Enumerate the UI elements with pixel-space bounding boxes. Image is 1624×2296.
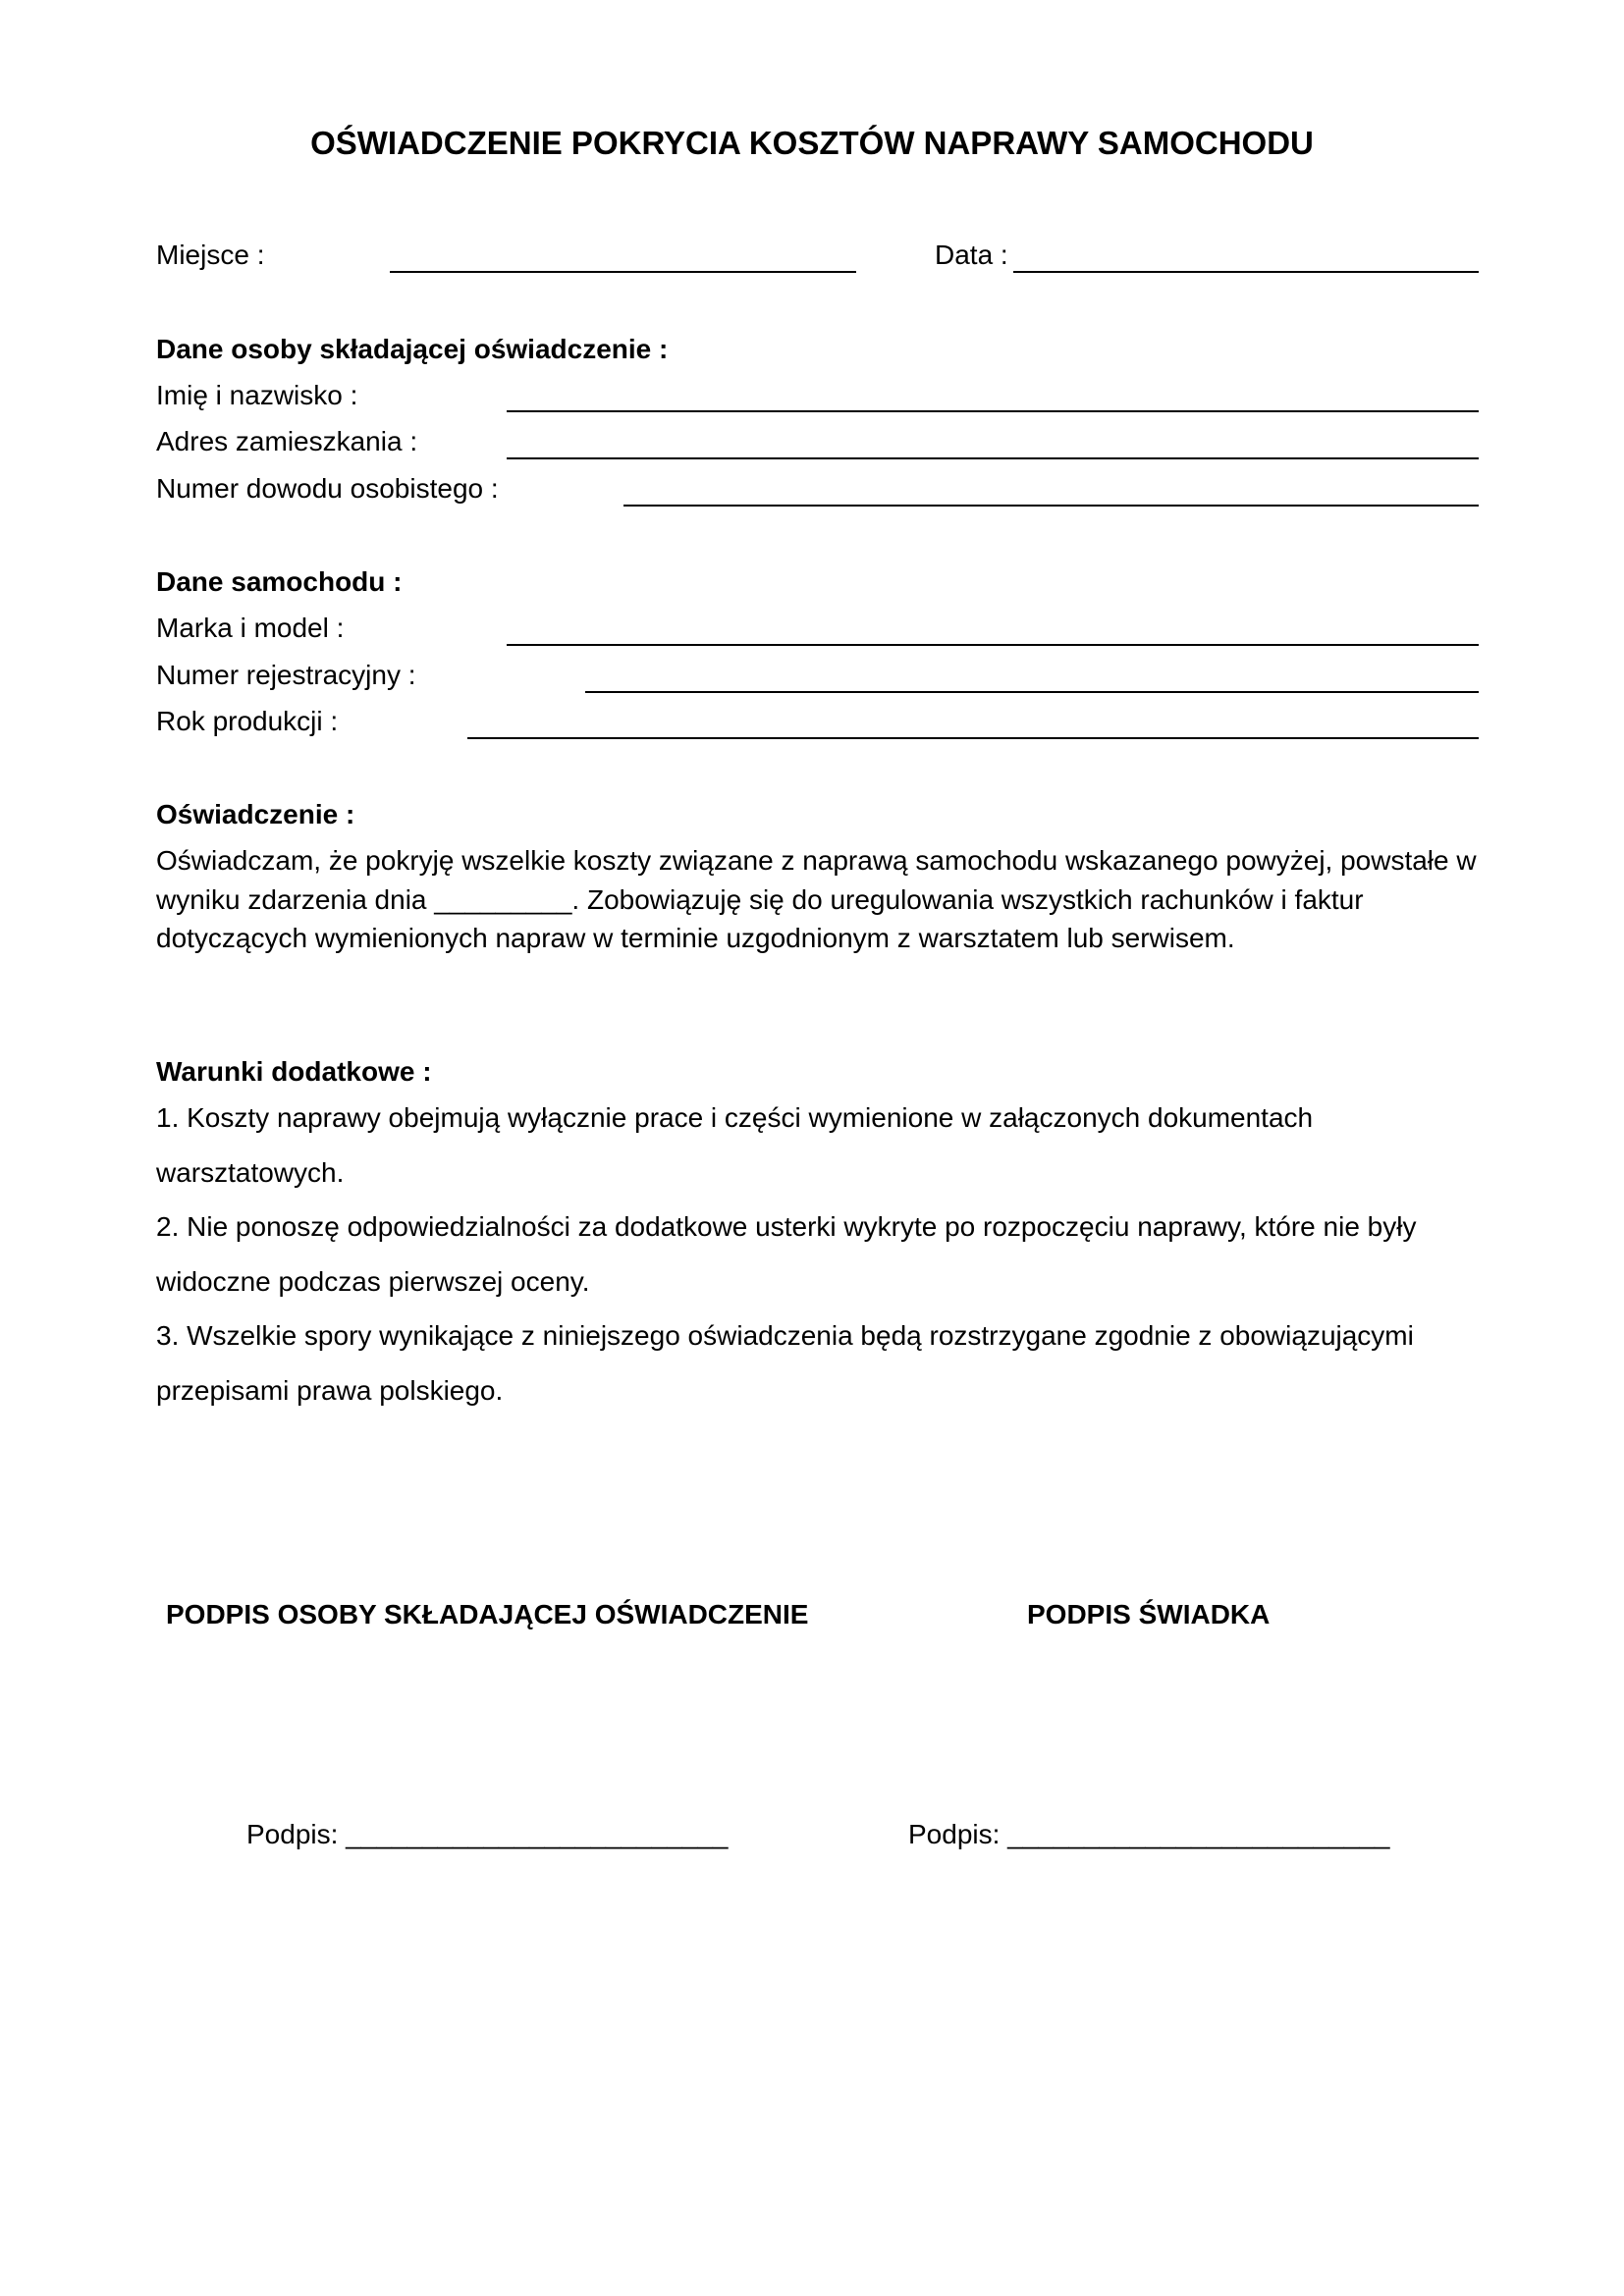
production-year-field-line[interactable] xyxy=(467,737,1479,739)
registration-label: Numer rejestracyjny : xyxy=(156,660,416,690)
car-model-field-line[interactable] xyxy=(507,644,1479,646)
registration-field-line[interactable] xyxy=(585,691,1479,693)
witness-signature-field[interactable]: Podpis: _________________________ xyxy=(908,1819,1390,1849)
condition-1-line-2: warsztatowych. xyxy=(156,1157,345,1188)
statement-heading: Oświadczenie : xyxy=(156,799,355,829)
car-section-heading: Dane samochodu : xyxy=(156,566,403,597)
declarant-signature-heading: PODPIS OSOBY SKŁADAJĄCEJ OŚWIADCZENIE xyxy=(166,1599,809,1629)
name-label: Imię i nazwisko : xyxy=(156,380,358,410)
statement-line-2: wyniku zdarzenia dnia _________. Zobowiązuję się do uregulowania wszystkich rachunków i faktur xyxy=(156,884,1364,915)
document-title: OŚWIADCZENIE POKRYCIA KOSZTÓW NAPRAWY SAMOCHODU xyxy=(310,125,1314,161)
car-model-label: Marka i model : xyxy=(156,613,345,643)
address-label: Adres zamieszkania : xyxy=(156,426,418,456)
condition-3-line-2: przepisami prawa polskiego. xyxy=(156,1375,504,1406)
id-number-field-line[interactable] xyxy=(623,505,1479,507)
production-year-label: Rok produkcji : xyxy=(156,706,339,736)
condition-1-line-1: 1. Koszty naprawy obejmują wyłącznie prace i części wymienione w załączonych dokumentach xyxy=(156,1102,1314,1133)
statement-line-1: Oświadczam, że pokryję wszelkie koszty związane z naprawą samochodu wskazanego powyżej, powstałe w xyxy=(156,845,1477,876)
date-label: Data : xyxy=(935,240,1008,270)
address-field-line[interactable] xyxy=(507,457,1479,459)
statement-line-3: dotyczących wymienionych napraw w terminie uzgodnionym z warsztatem lub serwisem. xyxy=(156,923,1235,953)
place-label: Miejsce : xyxy=(156,240,265,270)
person-section-heading: Dane osoby składającej oświadczenie : xyxy=(156,334,669,364)
name-field-line[interactable] xyxy=(507,410,1479,412)
condition-2-line-2: widoczne podczas pierwszej oceny. xyxy=(156,1266,590,1297)
conditions-heading: Warunki dodatkowe : xyxy=(156,1056,432,1087)
condition-3-line-1: 3. Wszelkie spory wynikające z niniejszego oświadczenia będą rozstrzygane zgodnie z obowiązującymi xyxy=(156,1320,1414,1351)
witness-signature-heading: PODPIS ŚWIADKA xyxy=(1027,1599,1271,1629)
date-field-line[interactable] xyxy=(1013,271,1479,273)
id-number-label: Numer dowodu osobistego : xyxy=(156,473,499,504)
place-field-line[interactable] xyxy=(390,271,856,273)
declarant-signature-field[interactable]: Podpis: _________________________ xyxy=(246,1819,729,1849)
condition-2-line-1: 2. Nie ponoszę odpowiedzialności za dodatkowe usterki wykryte po rozpoczęciu naprawy, które nie były xyxy=(156,1211,1417,1242)
